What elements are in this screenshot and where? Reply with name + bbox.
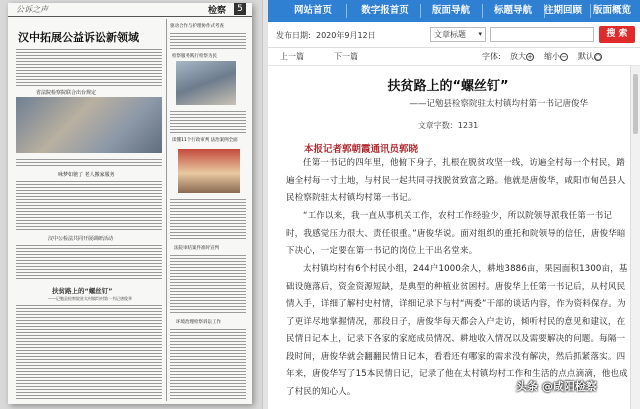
nav-digital-home[interactable]: 数字报首页 <box>361 5 409 16</box>
text-block <box>16 243 162 279</box>
newspaper-headline-right1[interactable]: 驱动合作与护理协作式考查 <box>170 24 224 29</box>
text-block <box>170 109 246 133</box>
default-font-button[interactable] <box>578 51 602 62</box>
newspaper-headline-main[interactable]: 汉中拓展公益诉讼新领域 <box>18 31 139 44</box>
article-content <box>268 66 628 409</box>
nav-title-navigation[interactable]: 标题导航 <box>493 5 532 16</box>
article-paragraph: “工作以来，我一直从事机关工作，农村工作经验少，所以院领导派我任第一书记时，我感觉压力很大、责任很重。”唐俊华说。面对组织的重托和院领导的信任，唐俊华暗下决心，一定要在第一书记的岗位上干出名堂来。 <box>286 211 626 256</box>
article-paragraph: 太村镇均村有6个村民小组，244户1000余人，耕地3886亩，果园面积1300亩，基础设施落后，资金资源短缺，是典型的种植业贫困村。唐俊华上任第一书记后，从村风民情入手，详细了解村史村情，详细记录下与村“两委”干部的谈话内容，作为资料保存。为了更详尽地掌握情况，那段日子，唐俊华每天都会入户走访，倾听村民的意见和建议，在民情日记本上，记录下各家的家庭成员情况、耕地收入情况以及需要解决的问题。每隔一段时间，唐俊华就会翻翻民情日记本，看看还有哪家的需求没有解决，然后抓紧落实。四年来，唐俊华写了15本民情日记，记录了他在太村镇均村工作和生活的点点滴滴，他也成了村民的知心人。 <box>286 264 628 397</box>
nav-separator <box>420 4 421 18</box>
minus-icon: − <box>561 52 567 61</box>
shrink-label: 缩小 <box>544 52 560 61</box>
article-paragraph: 任第一书记的四年里，他俯下身子，扎根在脱贫攻坚一线，访遍全村每一个村民，踏遍全村每一寸土地，与村民一起共同寻找脱贫致富之路。他就是唐俊华，咸阳市甸邑县人民检察院驻太村镇均村第一书记。 <box>286 158 626 203</box>
text-block <box>16 179 162 231</box>
newspaper-headline-right5[interactable]: 环境治理检察诉讼工作 <box>176 320 221 325</box>
shrink-font-button[interactable] <box>544 51 568 62</box>
newspaper-section-name: 检察 <box>208 6 227 16</box>
scrollbar-thumb[interactable] <box>633 74 638 134</box>
enlarge-font-button[interactable] <box>510 51 534 62</box>
chevron-down-icon: ▾ <box>478 30 482 38</box>
article-scrollbar[interactable] <box>630 66 640 409</box>
nav-page-navigation[interactable]: 版面导航 <box>431 5 470 16</box>
newspaper-headline-left3[interactable]: 汉中公检法共同开展调研活动 <box>48 236 114 242</box>
column-divider <box>166 19 167 401</box>
newspaper-page-number: 5 <box>234 3 246 15</box>
newspaper-page-image[interactable] <box>8 3 252 404</box>
text-block <box>170 327 246 399</box>
nav-home[interactable]: 网站首页 <box>293 5 332 16</box>
search-button[interactable]: 搜 索 <box>599 26 635 43</box>
enlarge-label: 放大 <box>510 52 526 61</box>
search-bar <box>268 22 640 48</box>
newspaper-headline-right2[interactable]: 检察服务践行检察为民 <box>172 54 217 59</box>
top-nav-bar <box>268 0 640 22</box>
nav-separator <box>482 4 483 18</box>
plus-icon: + <box>527 52 533 61</box>
newspaper-headline-left2[interactable]: 咏梦如驰了 老人搬家服务 <box>58 172 115 178</box>
article-subtitle: ——记勉县检察院驻太村镇均村第一书记唐俊华 <box>409 99 588 109</box>
newspaper-headline-bottom-sub: ——记勉县检察院驻太村镇均村第一书记唐俊华 <box>48 296 132 301</box>
newspaper-page-panel <box>0 0 262 409</box>
newspaper-headline-right4[interactable]: 法院审结案件准时宣判 <box>174 246 219 251</box>
article-word-count: 文章字数：1231 <box>417 121 479 130</box>
font-size-label: 字体: <box>482 52 501 61</box>
text-block <box>170 253 246 315</box>
text-block <box>170 197 246 241</box>
text-block <box>170 31 246 51</box>
date-label: 发布日期: <box>276 31 311 40</box>
default-label: 默认 <box>578 52 594 61</box>
newspaper-headline-right3[interactable]: 读懂11个行政审判 法治案例全面 <box>172 138 238 143</box>
text-block <box>16 303 162 399</box>
nav-page-overview[interactable]: 版面概览 <box>592 5 631 16</box>
newspaper-masthead <box>8 3 252 17</box>
search-type-value: 文章标题 <box>434 30 466 39</box>
article-byline: 本报记者郭朝霞通讯员郭晓 <box>304 144 419 155</box>
nav-past-issues[interactable]: 往期回顾 <box>543 5 582 16</box>
news-photo-officials <box>176 61 236 105</box>
news-photo-court <box>178 149 240 193</box>
next-article-link[interactable]: 下一篇 <box>334 52 358 61</box>
newspaper-headline-mid[interactable]: 省法院检察院联合出台规定 <box>36 90 97 96</box>
newspaper-headline-bottom[interactable]: 扶贫路上的“螺丝钉” <box>52 287 113 295</box>
article-toolbar <box>268 48 640 66</box>
date-value[interactable]: 2020年9月12日 <box>316 31 376 40</box>
nav-separator <box>346 4 347 18</box>
text-block <box>16 47 162 83</box>
article-title: 扶贫路上的“螺丝钉” <box>387 79 509 94</box>
search-input[interactable] <box>490 27 594 42</box>
reset-icon: ○ <box>595 52 602 61</box>
text-block <box>16 157 162 167</box>
news-photo-meeting <box>16 97 162 153</box>
prev-article-link[interactable]: 上一篇 <box>280 52 304 61</box>
search-type-select[interactable] <box>430 27 486 42</box>
rule-line <box>16 85 162 86</box>
newspaper-logo: 公诉之声 <box>16 5 48 14</box>
watermark-text: 头条 @咸阳检察 <box>516 380 597 393</box>
